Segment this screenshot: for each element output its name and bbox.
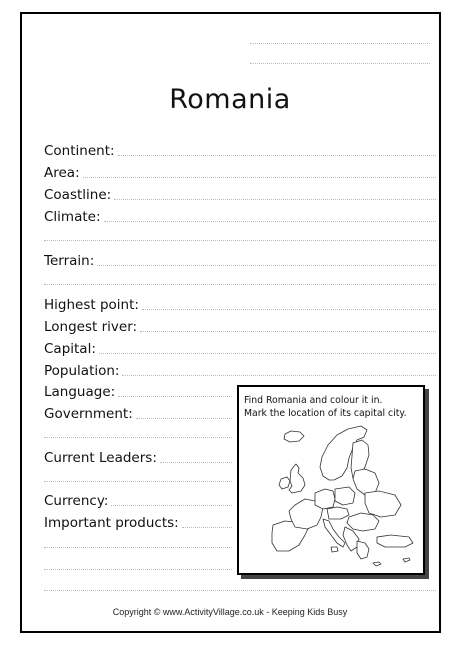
answer-line[interactable] — [142, 309, 436, 310]
field-label: Highest point: — [44, 297, 139, 313]
answer-line[interactable] — [118, 396, 232, 397]
field-label: Important products: — [44, 515, 179, 531]
answer-line[interactable] — [122, 375, 436, 376]
field-label: Terrain: — [44, 253, 95, 269]
answer-line[interactable] — [44, 569, 232, 570]
answer-line[interactable] — [44, 240, 436, 241]
copyright-footer: Copyright © www.ActivityVillage.co.uk - Keeping Kids Busy — [112, 607, 348, 617]
answer-line[interactable] — [44, 547, 232, 548]
field-label: Continent: — [44, 143, 115, 159]
field-label: Longest river: — [44, 319, 138, 335]
field-language[interactable] — [44, 380, 232, 400]
field-coastline[interactable] — [44, 183, 436, 203]
field-capital[interactable] — [44, 337, 436, 357]
field-label: Area: — [44, 165, 80, 181]
answer-line[interactable] — [99, 353, 436, 354]
answer-line[interactable] — [44, 437, 232, 438]
field-label: Coastline: — [44, 187, 112, 203]
answer-line[interactable] — [44, 590, 436, 591]
field-climate[interactable] — [44, 205, 436, 225]
field-label: Government: — [44, 406, 133, 422]
field-longest-river[interactable] — [44, 315, 436, 335]
answer-line[interactable] — [118, 155, 436, 156]
europe-outline-map-icon[interactable] — [245, 423, 417, 569]
field-government[interactable] — [44, 402, 232, 422]
answer-line[interactable] — [114, 199, 436, 200]
answer-line[interactable] — [140, 331, 436, 332]
answer-line[interactable] — [182, 527, 232, 528]
answer-line[interactable] — [136, 418, 232, 419]
instruction-line-2: Mark the location of its capital city. — [244, 408, 407, 419]
answer-line[interactable] — [97, 265, 436, 266]
field-label: Currency: — [44, 493, 109, 509]
field-label: Current Leaders: — [44, 450, 157, 466]
field-terrain[interactable] — [44, 249, 436, 269]
answer-line[interactable] — [44, 284, 436, 285]
page-title: Romania — [169, 84, 291, 115]
answer-line[interactable] — [160, 462, 232, 463]
field-currency[interactable] — [44, 489, 232, 509]
field-label: Climate: — [44, 209, 101, 225]
field-label: Language: — [44, 384, 116, 400]
field-continent[interactable] — [44, 139, 436, 159]
answer-line[interactable] — [111, 505, 232, 506]
field-highest-point[interactable] — [44, 293, 436, 313]
field-population[interactable] — [44, 359, 436, 379]
map-box — [237, 385, 425, 575]
field-important-products[interactable] — [44, 511, 232, 531]
name-line-2 — [250, 63, 430, 64]
answer-line[interactable] — [83, 177, 436, 178]
field-label: Capital: — [44, 341, 96, 357]
name-line-1 — [250, 43, 430, 44]
answer-line[interactable] — [44, 481, 232, 482]
field-label: Population: — [44, 363, 120, 379]
field-current-leaders[interactable] — [44, 446, 232, 466]
instruction-line-1: Find Romania and colour it in. — [244, 395, 383, 406]
field-area[interactable] — [44, 161, 436, 181]
answer-line[interactable] — [104, 221, 437, 222]
map-instructions — [244, 394, 407, 420]
